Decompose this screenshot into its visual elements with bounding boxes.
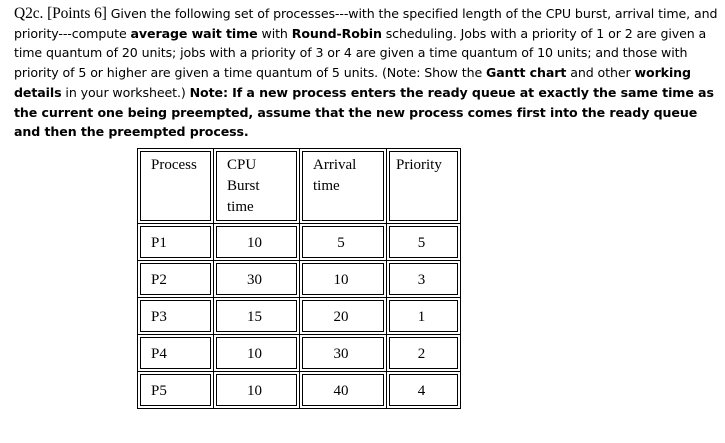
table-row xyxy=(138,298,461,335)
cell-priority: 1 xyxy=(389,300,458,332)
cell-arrival: 10 xyxy=(302,263,384,295)
table-row xyxy=(138,335,461,372)
cell-priority: 4 xyxy=(389,374,458,406)
emphasis-gantt-chart: Gantt chart xyxy=(486,65,567,81)
header-burst-line-2: Burst xyxy=(227,178,260,194)
question-text-part-1: Given the following set of processes---with the specified length of the CPU burst, arrival time, and priority---compute xyxy=(14,6,718,41)
emphasis-round-robin: Round-Robin xyxy=(291,25,382,41)
question-text-part-3: scheduling. Jobs with a priority of 1 or 2 are given a time quantum of 20 units; jobs with a priority of 3 or 4 are given a time quantum of 10 units; and those with priority of 5 or higher are given a time quantum of 5 units. (Note: Show the xyxy=(14,25,707,81)
question-text-part-5: in your worksheet.) xyxy=(61,84,190,100)
cell-burst: 10 xyxy=(216,337,297,369)
process-table xyxy=(137,148,461,409)
header-cpu-burst-time xyxy=(216,151,297,221)
cell-process: P1 xyxy=(140,226,211,258)
cell-arrival: 20 xyxy=(302,300,384,332)
header-arrival-line-2: time xyxy=(313,178,340,194)
header-process: Process xyxy=(140,151,211,221)
cell-process: P5 xyxy=(140,374,211,406)
question-text xyxy=(14,4,720,142)
table-header-row xyxy=(138,149,461,224)
question-text-part-2: with xyxy=(257,25,292,41)
cell-arrival: 5 xyxy=(302,226,384,258)
table-row xyxy=(138,372,461,409)
question-label: Q2c. [Points 6] xyxy=(14,5,107,22)
header-burst-line-1: CPU xyxy=(227,157,257,173)
cell-priority: 2 xyxy=(389,337,458,369)
header-arrival-line-1: Arrival xyxy=(313,157,357,173)
emphasis-working-details: working details xyxy=(14,65,691,100)
cell-process: P3 xyxy=(140,300,211,332)
cell-priority: 3 xyxy=(389,263,458,295)
header-burst-line-3: time xyxy=(227,199,254,215)
cell-burst: 10 xyxy=(216,374,297,406)
cell-process: P2 xyxy=(140,263,211,295)
cell-arrival: 30 xyxy=(302,337,384,369)
header-priority: Priority xyxy=(389,151,458,221)
emphasis-average-wait-time: average wait time xyxy=(130,25,258,41)
table-row xyxy=(138,224,461,261)
cell-burst: 10 xyxy=(216,226,297,258)
cell-burst: 15 xyxy=(216,300,297,332)
question-text-part-4: and other xyxy=(566,65,635,81)
cell-arrival: 40 xyxy=(302,374,384,406)
table-row xyxy=(138,261,461,298)
cell-process: P4 xyxy=(140,337,211,369)
cell-burst: 30 xyxy=(216,263,297,295)
cell-priority: 5 xyxy=(389,226,458,258)
header-arrival-time xyxy=(302,151,384,221)
preemption-note: Note: If a new process enters the ready queue at exactly the same time as the current one being preempted, assume that the new process comes first into the ready queue and then the preempted process. xyxy=(14,84,714,140)
